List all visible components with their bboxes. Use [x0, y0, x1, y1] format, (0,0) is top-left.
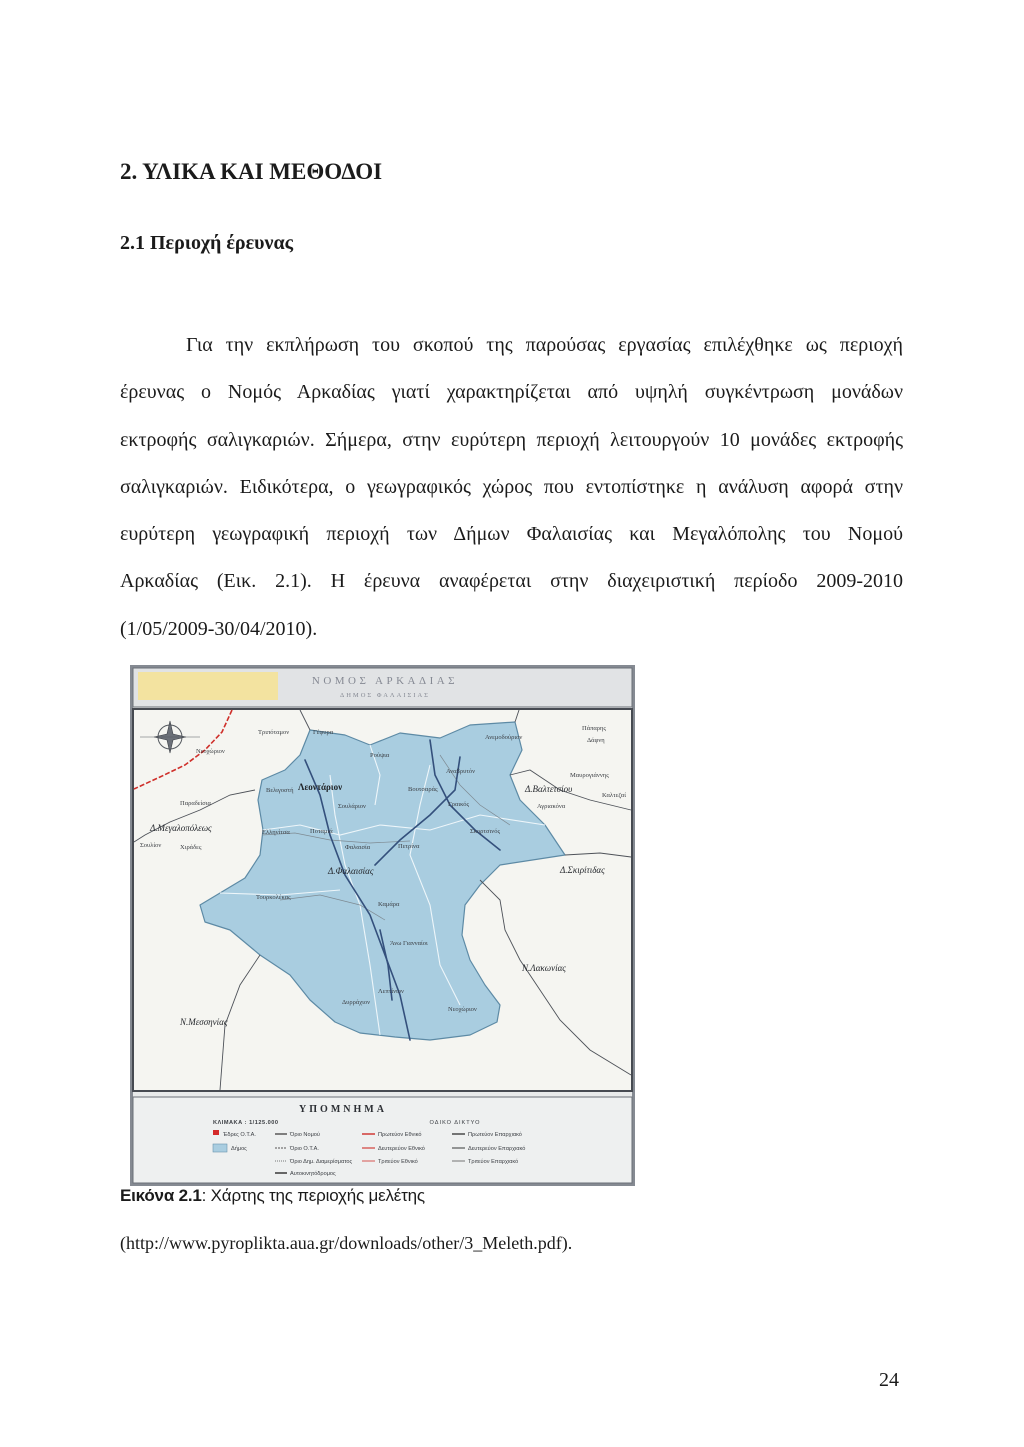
place-label: Ποταμιά	[310, 828, 333, 835]
legend-swatch	[213, 1144, 227, 1152]
section-heading: 2. ΥΛΙΚΑ ΚΑΙ ΜΕΘΟΔΟΙ	[120, 159, 383, 184]
place-label: Ρούψια	[370, 752, 390, 759]
place-label: Νεοχώριον	[448, 1006, 477, 1013]
map-title: ΝΟΜΟΣ ΑΡΚΑΔΙΑΣ	[311, 675, 459, 687]
legend-label: Πρωτεύον Επαρχιακό	[468, 1132, 522, 1138]
figure-source: (http://www.pyroplikta.aua.gr/downloads/other/3_Meleth.pdf).	[120, 1233, 573, 1253]
paragraph-line: ευρύτερη γεωγραφική περιοχή των Δήμων Φαλαισίας και Μεγαλόπολης του Νομού	[120, 523, 903, 546]
figure-caption	[120, 1184, 425, 1208]
place-label: Άνω Γιανναίοι	[390, 940, 428, 947]
page-number: 24	[879, 1369, 899, 1391]
place-label: Καμάρα	[378, 901, 400, 908]
prefecture-label: Ν.Λακωνίας	[522, 963, 566, 973]
place-label: Τριπόταμον	[258, 729, 290, 736]
place-label: Τουρκολέκας	[256, 894, 291, 901]
place-label: Λεπτίνιον	[378, 988, 404, 995]
paragraph-line: σαλιγκαριών. Ειδικότερα, ο γεωγραφικός χώρος που εντοπίστηκε η ανάλυση αφορά στην	[120, 475, 903, 498]
legend-label: Όριο Ο.Τ.Α.	[290, 1146, 319, 1152]
legend-label: Πρωτεύον Εθνικό	[378, 1132, 422, 1138]
paragraph-line: έρευνας ο Νομός Αρκαδίας γιατί χαρακτηρίζεται από υψηλή συγκέντρωση μονάδων	[120, 381, 903, 404]
district-label: Δ.Μεγαλοπόλεως	[150, 823, 212, 833]
figure-caption-text: : Χάρτης της περιοχής μελέτης	[201, 1186, 425, 1205]
legend-label: Όριο Δημ. Διαμερίσματος	[290, 1159, 353, 1165]
legend-swatch	[213, 1130, 219, 1135]
place-label: Ανεμοδούριον	[485, 734, 523, 741]
place-label: Πάπαρης	[582, 725, 607, 732]
place-label: Βουτσαράς	[408, 786, 438, 793]
place-label: Αναβρυτόν	[446, 768, 476, 775]
legend-scale: ΚΛΙΜΑΚΑ : 1/125.000	[213, 1120, 279, 1126]
place-label: Σκορτσινός	[470, 828, 501, 835]
place-label: Λεοντάριον	[298, 782, 343, 792]
legend-label: Τριτεύον Επαρχιακό	[468, 1159, 519, 1165]
legend-label: Τριτεύον Εθνικό	[378, 1159, 418, 1165]
place-label: Παραδείσια	[180, 800, 211, 807]
place-label: Χιράδες	[180, 844, 202, 851]
legend-label: Δήμος	[231, 1146, 247, 1152]
legend-label: Έδρες Ο.Τ.Α.	[223, 1132, 256, 1138]
paragraph-line: (1/05/2009-30/04/2010).	[120, 617, 318, 640]
district-label: Δ.Βαλτετσίου	[525, 784, 573, 794]
paragraph-line: Αρκαδίας (Εικ. 2.1). Η έρευνα αναφέρεται στην διαχειριστική περίοδο 2009-2010	[120, 570, 903, 593]
legend-road-network-title: ΟΔΙΚΟ ΔΙΚΤΥΟ	[429, 1120, 481, 1126]
paragraph-line: Για την εκπλήρωση του σκοπού της παρούσας εργασίας επιλέχθηκε ως περιοχή	[186, 334, 903, 356]
legend-label: Όριο Νομού	[290, 1132, 320, 1138]
place-label: Βελιγοστή	[266, 787, 294, 794]
body-paragraph	[120, 322, 903, 653]
place-label: Φαλαισία	[345, 844, 371, 851]
place-label: Σουλίον	[140, 842, 162, 849]
place-label: Πετρίνα	[398, 843, 420, 850]
place-label: Δάφνη	[587, 737, 605, 744]
map-title-highlight	[138, 672, 278, 700]
place-label: Νεοχώριον	[196, 748, 225, 755]
place-label: Γραικός	[448, 801, 470, 808]
paragraph-line: εκτροφής σαλιγκαριών. Σήμερα, στην ευρύτερη περιοχή λειτουργούν 10 μονάδες εκτροφής	[120, 428, 903, 451]
place-label: Γέφυρα	[313, 729, 334, 736]
prefecture-label: Ν.Μεσσηνίας	[180, 1017, 228, 1027]
figure-caption-label: Εικόνα 2.1	[120, 1186, 202, 1205]
legend-title: ΥΠΟΜΝΗΜΑ	[299, 1104, 387, 1115]
legend-label: Αυτοκινητόδρομος	[290, 1171, 336, 1177]
place-label: Μαυρογιάννης	[570, 772, 609, 779]
place-label: Αγριακόνα	[537, 803, 566, 810]
subsection-heading: 2.1 Περιοχή έρευνας	[120, 232, 294, 254]
place-label: Δυρράχιον	[342, 999, 371, 1006]
district-label: Δ.Σκιρίτιδας	[560, 865, 605, 875]
place-label: Σουλάριον	[338, 803, 366, 810]
map-subtitle: ΔΗΜΟΣ ΦΑΛΑΙΣΙΑΣ	[340, 692, 430, 699]
place-label: Ελληνίτσα	[262, 829, 290, 836]
study-area-map	[130, 665, 635, 1186]
place-label: Καλτεζαί	[602, 792, 626, 799]
legend-label: Δευτερεύον Εθνικό	[378, 1146, 425, 1152]
legend-label: Δευτερεύον Επαρχιακό	[468, 1146, 526, 1152]
district-label: Δ.Φαλαισίας	[328, 866, 374, 876]
